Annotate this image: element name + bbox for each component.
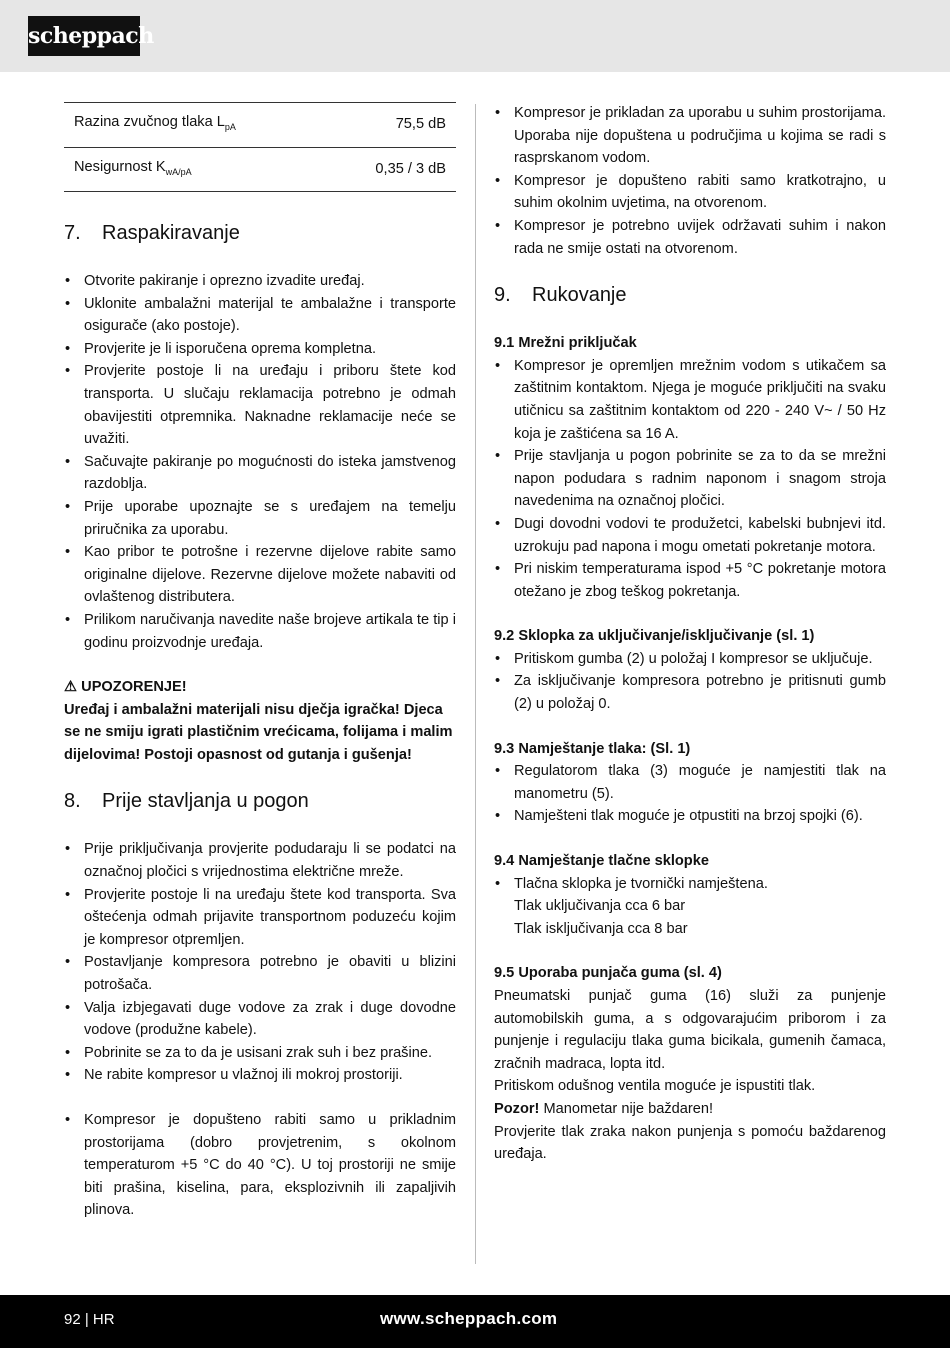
list-item: • Postavljanje kompresora potrebno je obaviti u blizini potrošača. <box>64 951 456 996</box>
list-item: • Regulatorom tlaka (3) moguće je namjestiti tlak na manometru (5). <box>494 760 886 805</box>
list-item: • Tlačna sklopka je tvornički namještena. <box>494 873 886 896</box>
spec-label: Razina zvučnog tlaka $L_{pA}$ <box>64 103 326 148</box>
website-link[interactable]: www.scheppach.com <box>380 1309 558 1328</box>
left-column <box>64 102 456 1222</box>
warning-text: Uređaj i ambalažni materijali nisu dječja igračka! Djeca se ne smiju igrati plastičnim vrećicama, folijama i malim dijelovima! Postoji opasnost od gutanja i gušenja! <box>64 701 453 763</box>
list-item: • Otvorite pakiranje i oprezno izvadite uređaj. <box>64 270 456 293</box>
list-item: • Prije priključivanja provjerite podudaraju li se podatci na označnoj pločici s vrijednostima električne mreže. <box>64 838 456 883</box>
section-7-heading: 7. Raspakiravanje <box>64 222 240 244</box>
section-8-list-2 <box>64 1109 456 1222</box>
list-item: • Kompresor je opremljen mrežnim vodom s utikačem sa zaštitnim kontaktom. Njega je moguće priključiti na svaku utičnicu sa zaštitnim kontaktom od 220 - 240 V~ / 50 Hz koja je zaštićena sa 16 A. <box>494 355 886 445</box>
spec-table <box>64 102 456 192</box>
subsection-9-1-list <box>494 355 886 604</box>
section-7-list <box>64 270 456 654</box>
subsection-9-4-title: 9.4 Namještanje tlačne sklopke <box>494 853 709 870</box>
paragraph: Pritiskom odušnog ventila moguće je ispustiti tlak. <box>494 1078 816 1095</box>
spec-value: 0,35 / 3 dB <box>326 147 456 192</box>
list-item: • Sačuvajte pakiranje po mogućnosti do isteka jamstvenog razdoblja. <box>64 451 456 496</box>
list-item: • Pritiskom gumba (2) u položaj I kompresor se uključuje. <box>494 648 886 671</box>
list-item: • Pobrinite se za to da je usisani zrak suh i bez prašine. <box>64 1042 456 1065</box>
column-divider <box>475 104 476 1264</box>
subsection-9-4-list <box>494 873 886 941</box>
caution-paragraph: Pozor! Manometar nije baždaren! <box>494 1100 714 1117</box>
list-item: • Kompresor je dopušteno rabiti samo kratkotrajno, u suhim okolnim uvjetima, na otvorenom. <box>494 170 886 215</box>
list-item: • Prije stavljanja u pogon pobrinite se za to da se mrežni napon podudara s radnim naponom i snagom stroja navedenima na označnoj pločici. <box>494 445 886 513</box>
list-item: • Ne rabite kompresor u vlažnoj ili mokroj prostoriji. <box>64 1064 456 1087</box>
caution-label: Pozor! <box>494 1100 540 1117</box>
pressure-on-line: Tlak uključivanja cca 6 bar <box>514 898 686 915</box>
list-item: • Provjerite postoje li na uređaju i priboru štete kod transporta. U slučaju reklamacija potrebno je odmah obavijestiti otpremnika. Naknadne reklamacije neće se uvažiti. <box>64 360 456 450</box>
pressure-off-line: Tlak isključivanja cca 8 bar <box>514 920 688 937</box>
list-item: • Za isključivanje kompresora potrebno je pritisnuti gumb (2) u položaj 0. <box>494 670 886 715</box>
page-header <box>0 0 950 72</box>
list-item: • Provjerite je li isporučena oprema kompletna. <box>64 338 456 361</box>
warning-title: ⚠ UPOZORENJE! <box>64 679 187 696</box>
list-item: • Kao pribor te potrošne i rezervne dijelove rabite samo originalne dijelove. Rezervne dijelove možete nabaviti od ovlaštenog distributera. <box>64 541 456 609</box>
list-item: • Uklonite ambalažni materijal te ambalažne i transporte osigurače (ako postoje). <box>64 293 456 338</box>
paragraph: Provjerite tlak zraka nakon punjenja s pomoću baždarenog uređaja. <box>494 1123 886 1163</box>
list-item: • Valja izbjegavati duge vodove za zrak i duge dovodne vodove (produžne kabele). <box>64 997 456 1042</box>
spec-label: Nesigurnost $K_{wA/pA}$ <box>64 147 326 192</box>
subsection-9-1-title: 9.1 Mrežni priključak <box>494 335 637 352</box>
table-row <box>64 103 456 148</box>
list-item: • Kompresor je dopušteno rabiti samo u prikladnim prostorijama (dobro provjetrenim, s okolnom temperaturom +5 °C do 40 °C). U toj prostoriji ne smije biti prašina, kiselina, para, eksplozivnih ili zapaljivih plinova. <box>64 1109 456 1222</box>
subsection-9-2-title: 9.2 Sklopka za uključivanje/isključivanje (sl. 1) <box>494 628 815 645</box>
brand-logo: scheppach <box>28 16 140 56</box>
warning-icon: ⚠ <box>64 679 78 696</box>
subsection-9-5-title: 9.5 Uporaba punjača guma (sl. 4) <box>494 965 722 982</box>
table-row <box>64 147 456 192</box>
section-8-heading: 8. Prije stavljanja u pogon <box>64 790 309 813</box>
list-item: • Prije uporabe upoznajte se s uređajem na temelju priručnika za uporabu. <box>64 496 456 541</box>
section-8-list-3 <box>494 102 886 260</box>
list-item: • Kompresor je prikladan za uporabu u suhim prostorijama. Uporaba nije dopuštena u područjima u kojima se radi s rasprskanom vodom. <box>494 102 886 170</box>
subsection-9-2-list <box>494 648 886 716</box>
subsection-9-3-list <box>494 760 886 828</box>
list-item: • Pri niskim temperaturama ispod +5 °C pokretanje motora otežano je zbog teškog pokretanja. <box>494 558 886 603</box>
spec-value: 75,5 dB <box>326 103 456 148</box>
list-item: • Kompresor je potrebno uvijek održavati suhim i nakon rada ne smije ostati na otvorenom. <box>494 215 886 260</box>
page-number: 92 | HR <box>64 1311 115 1328</box>
list-item: • Dugi dovodni vodovi te produžetci, kabelski bubnjevi itd. uzrokuju pad napona i mogu ometati pokretanje motora. <box>494 513 886 558</box>
page-footer <box>0 1295 950 1348</box>
section-9-heading: 9. Rukovanje <box>494 284 627 307</box>
paragraph: Pneumatski punjač guma (16) služi za punjenje automobilskih guma, a s odgovarajućim priborom i za punjenje i regulaciju tlaka guma bicikala, gumenih čamaca, zračnih madraca, lopta itd. <box>494 988 886 1072</box>
list-item: • Provjerite postoje li na uređaju štete kod transporta. Sva oštećenja odmah prijavite transportnom poduzeću kojim je kompresor otpremljen. <box>64 884 456 952</box>
list-item: • Prilikom naručivanja navedite naše brojeve artikala te tip i godinu proizvodnje uređaja. <box>64 609 456 654</box>
section-8-list <box>64 838 456 1087</box>
warning-block <box>64 676 456 766</box>
list-item: • Namješteni tlak moguće je otpustiti na brzoj spojki (6). <box>494 805 886 828</box>
subsection-9-3-title: 9.3 Namještanje tlaka: (Sl. 1) <box>494 740 691 757</box>
right-column <box>494 102 886 1166</box>
